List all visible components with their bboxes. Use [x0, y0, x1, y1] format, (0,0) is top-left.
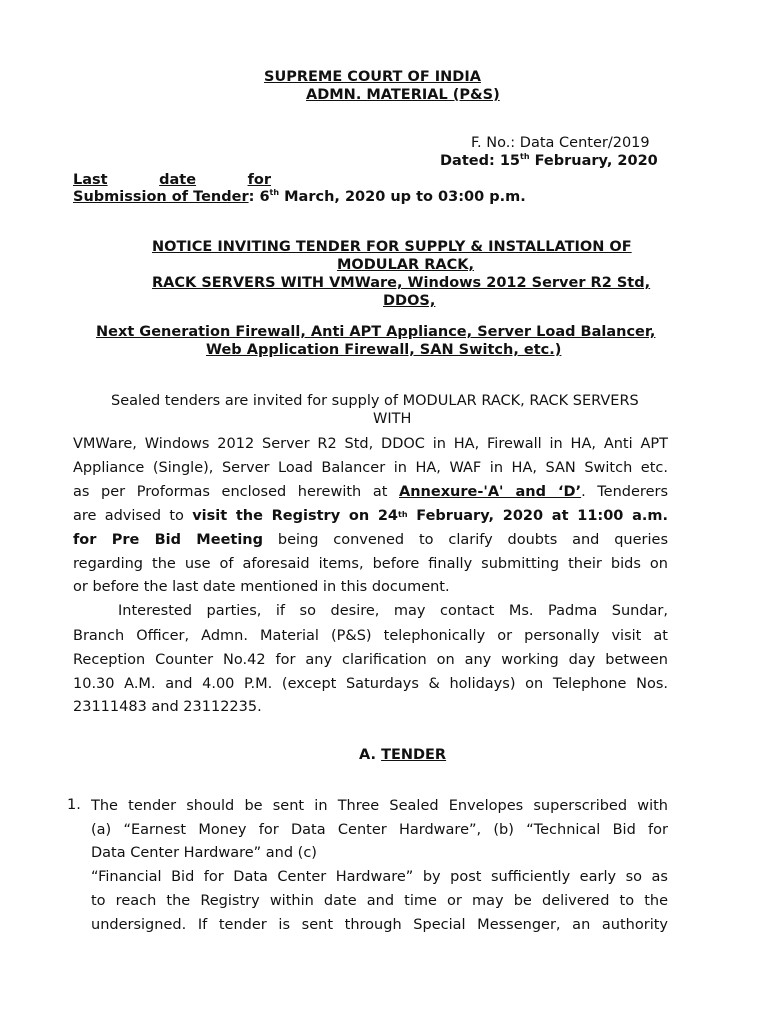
para2-line-5: 23111483 and 23112235.: [73, 699, 262, 715]
title-line-5: Next Generation Firewall, Anti APT Appliance, Server Load Balancer,: [96, 324, 656, 340]
item-1-line-1: The tender should be sent in Three Sealed Envelopes superscribed with: [91, 798, 668, 814]
para1-line-8: regarding the use of aforesaid items, before finally submitting their bids on: [73, 556, 668, 572]
section-a-title: TENDER: [381, 747, 447, 763]
section-a-heading: [359, 747, 446, 763]
section-a-prefix: A.: [359, 747, 382, 763]
visit-registry-a: visit the Registry on 24: [192, 508, 399, 524]
title-line-6: Web Application Firewall, SAN Switch, etc.): [206, 342, 562, 358]
para2-line-3: Reception Counter No.42 for any clarification on any working day between: [73, 652, 668, 668]
item-1-number: 1.: [67, 797, 81, 813]
title-line-2: MODULAR RACK,: [337, 257, 475, 273]
para2-line-2: Branch Officer, Admn. Material (P&S) telephonically or personally visit at: [73, 628, 668, 644]
dated-line: [440, 153, 658, 169]
item-1-line-5: to reach the Registry within date and time or may be delivered to the: [91, 893, 668, 909]
annexure-reference: Annexure-'A' and ‘D’: [399, 484, 582, 500]
para1-line-4: Appliance (Single), Server Load Balancer in HA, WAF in HA, SAN Switch etc.: [73, 460, 668, 476]
para1-line-5-c: . Tenderers: [581, 484, 669, 500]
para1-line-5: [73, 483, 668, 501]
para1-line-5-a: as per Proformas enclosed herewith at: [73, 484, 399, 500]
dated-label: Dated: 15: [440, 153, 520, 169]
item-1-line-6: undersigned. If tender is sent through Special Messenger, an authority: [91, 917, 668, 933]
submission-line: [73, 189, 526, 205]
court-heading: SUPREME COURT OF INDIA: [264, 69, 481, 85]
para1-line-7-b: being convened to clarify doubts and queries: [263, 532, 669, 548]
pre-bid-meeting: for Pre Bid Meeting: [73, 532, 264, 548]
submission-suffix: th: [269, 188, 280, 197]
dated-suffix: th: [520, 152, 530, 161]
submission-colon: : 6: [248, 189, 270, 205]
para1-line-6: [73, 507, 668, 525]
para2-line-1: Interested parties, if so desire, may contact Ms. Padma Sundar,: [118, 603, 668, 619]
para1-line-3: VMWare, Windows 2012 Server R2 Std, DDOC in HA, Firewall in HA, Anti APT: [73, 436, 668, 452]
dated-rest: February, 2020: [529, 153, 658, 169]
visit-registry-text: [192, 508, 668, 524]
para2-line-4: 10.30 A.M. and 4.00 P.M. (except Saturdays & holidays) on Telephone Nos.: [73, 676, 668, 692]
submission-label: Submission of Tender: [73, 189, 249, 205]
submission-rest: March, 2020 up to 03:00 p.m.: [279, 189, 526, 205]
last-date-line: [73, 172, 271, 188]
title-line-3: RACK SERVERS WITH VMWare, Windows 2012 Server R2 Std,: [152, 275, 651, 291]
para1-line-1: Sealed tenders are invited for supply of MODULAR RACK, RACK SERVERS: [111, 393, 639, 409]
file-number: F. No.: Data Center/2019: [471, 135, 650, 151]
item-1-line-2: (a) “Earnest Money for Data Center Hardware”, (b) “Technical Bid for: [91, 822, 668, 838]
para1-line-2: WITH: [373, 411, 412, 427]
visit-registry-c: February, 2020 at 11:00 a.m.: [407, 508, 668, 524]
visit-registry-suffix: th: [398, 510, 408, 519]
last-date-word-3: for: [247, 172, 271, 188]
last-date-word-1: Last: [73, 172, 108, 188]
title-line-4: DDOS,: [383, 293, 436, 309]
para1-line-9: or before the last date mentioned in this document.: [73, 579, 450, 595]
para1-line-7: [73, 531, 668, 549]
item-1-line-3: Data Center Hardware” and (c): [91, 845, 317, 861]
title-line-1: NOTICE INVITING TENDER FOR SUPPLY & INSTALLATION OF: [152, 239, 632, 255]
item-1-line-4: “Financial Bid for Data Center Hardware” by post sufficiently early so as: [91, 869, 668, 885]
department-heading: ADMN. MATERIAL (P&S): [306, 87, 500, 103]
last-date-word-2: date: [159, 172, 197, 188]
para1-line-6-a: are advised to: [73, 508, 193, 524]
